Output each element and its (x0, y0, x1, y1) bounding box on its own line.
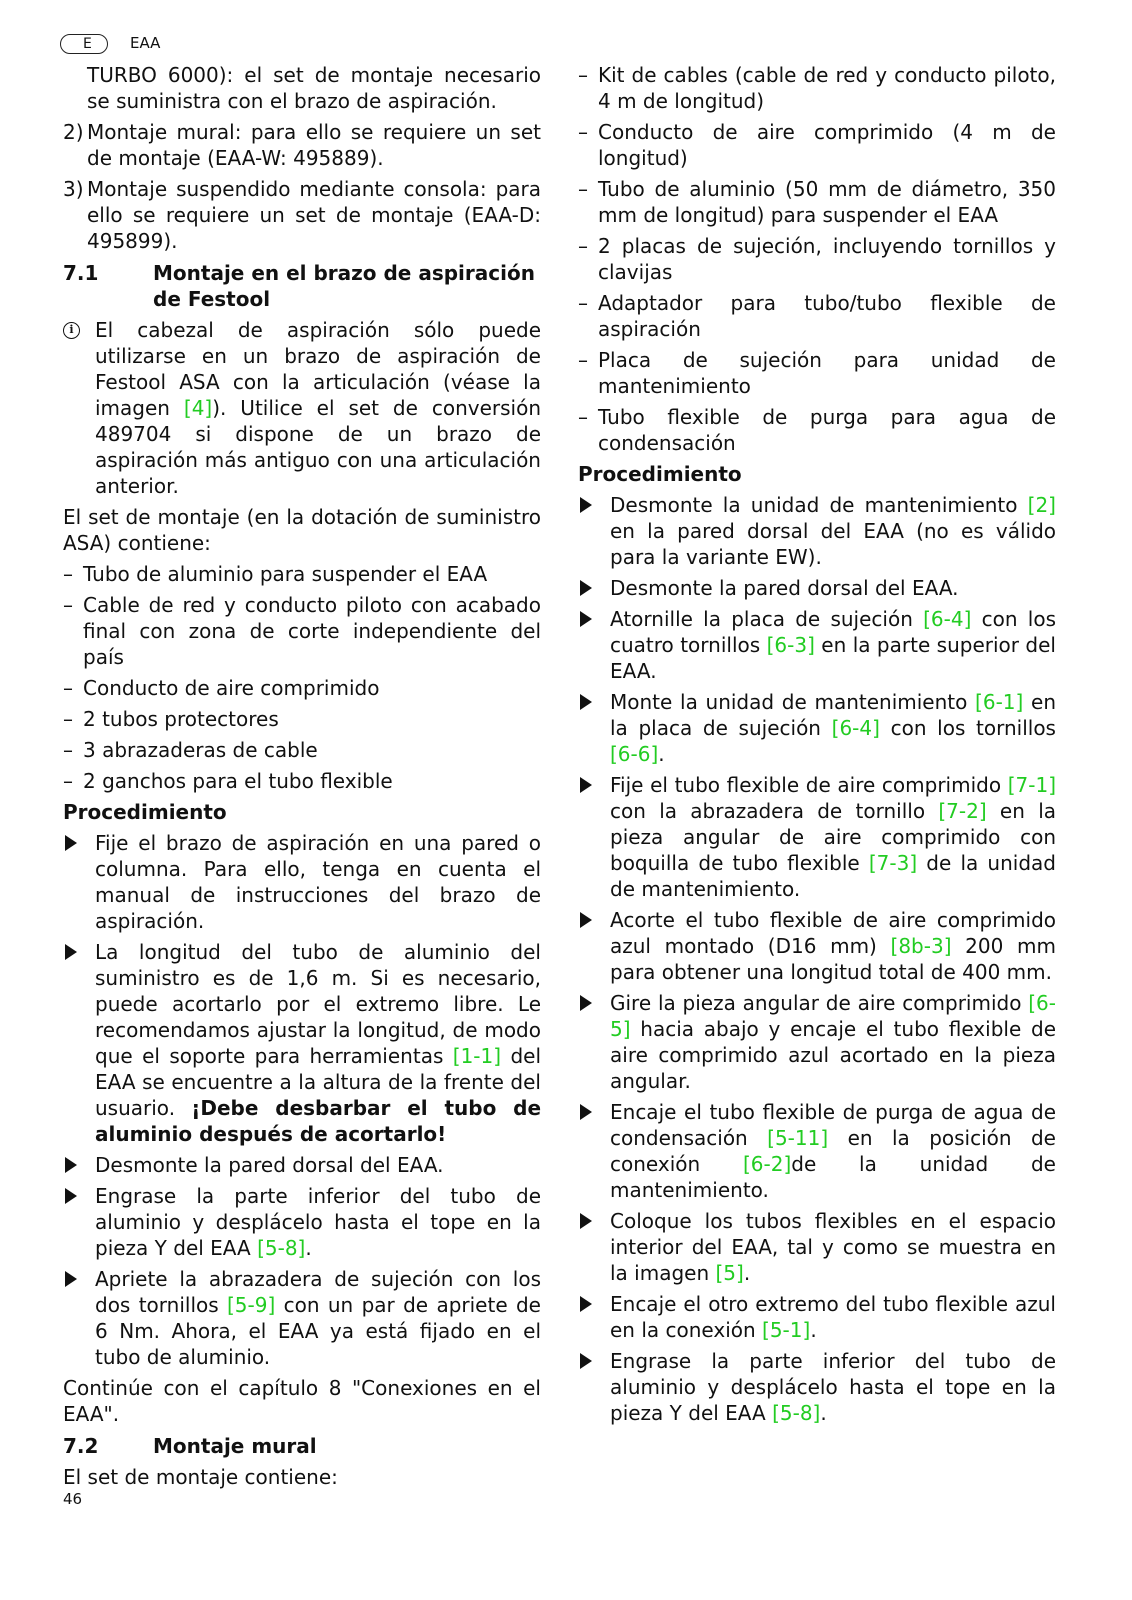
figure-reference: [6-2] (742, 1152, 792, 1176)
figure-reference: [5-11] (767, 1126, 829, 1150)
subheading: Procedimiento (578, 462, 742, 486)
bullet-step: Desmonte la pared dorsal del EAA. (63, 1152, 541, 1178)
figure-reference: [8b-3] (890, 934, 952, 958)
triangle-bullet-icon (580, 777, 592, 793)
section-heading (63, 260, 541, 312)
figure-reference: [7-2] (938, 799, 987, 823)
numbered-item (63, 176, 541, 254)
triangle-bullet-icon (580, 1296, 592, 1312)
bullet-step: Desmonte la unidad de mantenimiento [2] en la pared dorsal del EAA (no es válido para la variante EW). (578, 492, 1056, 570)
triangle-bullet-icon (580, 912, 592, 928)
bullet-step: Acorte el tubo flexible de aire comprimido azul montado (D16 mm) [8b-3] 200 mm para obtener una longitud total de 400 mm. (578, 907, 1056, 985)
bullet-step: Encaje el tubo flexible de purga de agua de condensación [5-11] en la posición de conexión [6-2]de la unidad de mantenimiento. (578, 1099, 1056, 1203)
numbered-item (63, 119, 541, 171)
paragraph: Continúe con el capítulo 8 "Conexiones en el EAA". (63, 1376, 541, 1426)
figure-reference: [5-8] (772, 1401, 821, 1425)
bullet-step: Engrase la parte inferior del tubo de aluminio y desplácelo hasta el tope en la pieza Y del EAA [5-8]. (63, 1183, 541, 1261)
subheading: Procedimiento (63, 800, 227, 824)
paragraph: El set de montaje contiene: (63, 1465, 338, 1489)
item-text: Montaje suspendido mediante consola: para ello se requiere un set de montaje (EAA-D: 495899). (87, 177, 541, 253)
document-code: EAA (130, 34, 161, 52)
triangle-bullet-icon (580, 1213, 592, 1229)
item-text: Montaje mural: para ello se requiere un set de montaje (EAA-W: 495889). (87, 120, 541, 170)
list-item: – 2 ganchos para el tubo flexible (63, 769, 393, 793)
figure-reference: [5-8] (257, 1236, 306, 1260)
figure-reference: [7-3] (868, 851, 918, 875)
triangle-bullet-icon (580, 580, 592, 596)
item-number: 3) (63, 177, 84, 201)
list-item: – Conducto de aire comprimido (4 m de longitud) (578, 120, 1056, 170)
section-number: 7.1 (63, 261, 99, 285)
triangle-bullet-icon (580, 694, 592, 710)
list-item: – Kit de cables (cable de red y conducto piloto, 4 m de longitud) (578, 63, 1056, 113)
page-number: 46 (63, 1490, 83, 1508)
bullet-step: Monte la unidad de mantenimiento [6-1] en la placa de sujeción [6-4] con los tornillos [6-6]. (578, 689, 1056, 767)
figure-reference: [6-6] (610, 742, 659, 766)
bullet-step: Fije el tubo flexible de aire comprimido [7-1] con la abrazadera de tornillo [7-2] en la pieza angular de aire comprimido con boquilla de tubo flexible [7-3] de la unidad de mantenimiento. (578, 772, 1056, 902)
list-item: – 2 placas de sujeción, incluyendo tornillos y clavijas (578, 234, 1056, 284)
triangle-bullet-icon (580, 1353, 592, 1369)
right-column (578, 62, 1056, 1431)
triangle-bullet-icon (580, 1104, 592, 1120)
bullet-step: Encaje el otro extremo del tubo flexible azul en la conexión [5-1]. (578, 1291, 1056, 1343)
warning-text: ¡Debe desbarbar el tubo de aluminio después de acortarlo! (95, 1096, 542, 1146)
triangle-bullet-icon (65, 944, 77, 960)
figure-reference: [6-3] (766, 633, 815, 657)
triangle-bullet-icon (65, 1188, 77, 1204)
figure-reference: [6-4] (831, 716, 880, 740)
figure-reference: [7-1] (1007, 773, 1056, 797)
paragraph: El set de montaje (en la dotación de suministro ASA) contiene: (63, 505, 541, 555)
section-heading (63, 1433, 541, 1459)
list-item: – Adaptador para tubo/tubo flexible de aspiración (578, 291, 1056, 341)
list-item: – 3 abrazaderas de cable (63, 738, 318, 762)
bullet-step: Gire la pieza angular de aire comprimido [6-5] hacia abajo y encaje el tubo flexible de aire comprimido azul acortado en la pieza angular. (578, 990, 1056, 1094)
figure-reference: [5-1] (762, 1318, 811, 1342)
bullet-step: Desmonte la pared dorsal del EAA. (578, 575, 1056, 601)
left-column (63, 62, 541, 1495)
triangle-bullet-icon (580, 995, 592, 1011)
figure-reference: [5] (715, 1261, 744, 1285)
section-title: Montaje en el brazo de aspiración de Festool (153, 261, 535, 311)
bullet-step: Fije el brazo de aspiración en una pared o columna. Para ello, tenga en cuenta el manual de instrucciones del brazo de aspiración. (63, 830, 541, 934)
item-number: 2) (63, 120, 84, 144)
language-badge: E (60, 34, 108, 54)
note-paragraph: i El cabezal de aspiración sólo puede utilizarse en un brazo de aspiración de Festool ASA con la articulación (véase la imagen [4]). Utilice el set de conversión 489704 si dispone de un brazo de aspiración más antiguo con una articulación anterior. (63, 317, 541, 499)
figure-reference: [2] (1027, 493, 1056, 517)
figure-reference: [6-1] (975, 690, 1024, 714)
bullet-step: Atornille la placa de sujeción [6-4] con los cuatro tornillos [6-3] en la parte superior del EAA. (578, 606, 1056, 684)
bullet-step: La longitud del tubo de aluminio del suministro es de 1,6 m. Si es necesario, puede acortarlo por el extremo libre. Le recomendamos ajustar la longitud, de modo que el soporte para herramientas [1-1] del EAA se encuentre a la altura de la frente del usuario. ¡Debe desbarbar el tubo de aluminio después de acortarlo! (63, 939, 541, 1147)
bullet-step: Apriete la abrazadera de sujeción con los dos tornillos [5-9] con un par de apriete de 6 Nm. Ahora, el EAA ya está fijado en el tubo de aluminio. (63, 1266, 541, 1370)
bullet-step: Coloque los tubos flexibles en el espacio interior del EAA, tal y como se muestra en la imagen [5]. (578, 1208, 1056, 1286)
figure-reference: [6-4] (923, 607, 972, 631)
figure-reference: [1-1] (452, 1044, 502, 1068)
triangle-bullet-icon (65, 1271, 77, 1287)
list-item: – Conducto de aire comprimido (63, 676, 380, 700)
section-number: 7.2 (63, 1434, 99, 1458)
paragraph: TURBO 6000): el set de montaje necesario se suministra con el brazo de aspiración. (87, 63, 541, 113)
figure-reference: [5-9] (227, 1293, 276, 1317)
section-title: Montaje mural (153, 1434, 317, 1458)
info-icon: i (63, 322, 80, 339)
list-item: – Cable de red y conducto piloto con acabado final con zona de corte independiente del país (63, 593, 541, 669)
triangle-bullet-icon (65, 1157, 77, 1173)
list-item: – Placa de sujeción para unidad de mantenimiento (578, 348, 1056, 398)
triangle-bullet-icon (65, 835, 77, 851)
triangle-bullet-icon (580, 611, 592, 627)
triangle-bullet-icon (580, 497, 592, 513)
list-item: – Tubo flexible de purga para agua de condensación (578, 405, 1056, 455)
list-item: – 2 tubos protectores (63, 707, 279, 731)
figure-reference: [6-5] (610, 991, 1056, 1041)
list-item: – Tubo de aluminio para suspender el EAA (63, 562, 488, 586)
bullet-step: Engrase la parte inferior del tubo de aluminio y desplácelo hasta el tope en la pieza Y del EAA [5-8]. (578, 1348, 1056, 1426)
figure-reference: [4] (183, 396, 213, 420)
list-item: – Tubo de aluminio (50 mm de diámetro, 350 mm de longitud) para suspender el EAA (578, 177, 1056, 227)
